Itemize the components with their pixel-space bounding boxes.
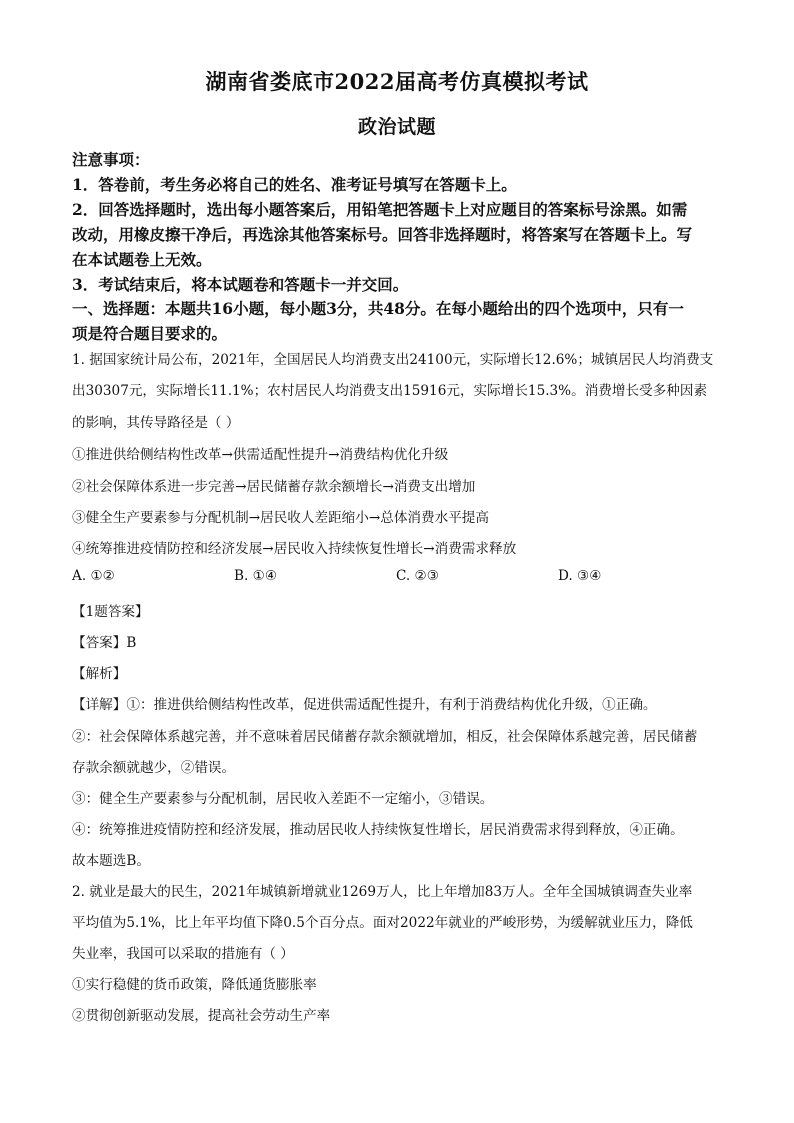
notice-item: 3．考试结束后，将本试题卷和答题卡一并交回。	[72, 275, 409, 294]
q1-stem: 出30307元，实际增长11.1%；农村居民人均消费支出15916元，实际增长15.3%。消费增长受多种因素	[72, 383, 708, 399]
notice-heading: 注意事项：	[72, 150, 150, 169]
q1-answer-heading: 【1题答案】	[72, 604, 149, 620]
exam-subtitle: 政治试题	[357, 116, 436, 138]
q2-item: ②贯彻创新驱动发展，提高社会劳动生产率	[72, 1008, 331, 1024]
q1-option-d: D. ③④	[558, 568, 602, 584]
q1-stem: 1. 据国家统计局公布，2021年，全国居民人均消费支出24100元，实际增长12.6%；城镇居民人均消费支	[72, 352, 714, 368]
q1-analysis-line: 存款余额就越少，②错误。	[72, 760, 236, 776]
section-heading: 一、选择题：本题共16小题，每小题3分，共48分。在每小题给出的四个选项中，只有一	[72, 299, 684, 318]
notice-item: 1．答卷前，考生务必将自己的姓名、准考证号填写在答题卡上。	[72, 175, 517, 194]
notice-item: 2．回答选择题时，选出每小题答案后，用铅笔把答题卡上对应题目的答案标号涂黑。如需	[72, 200, 688, 219]
q1-analysis-line: ②：社会保障体系越完善，并不意味着居民储蓄存款余额就增加，相反，社会保障体系越完善，居民储蓄	[72, 729, 698, 745]
q2-stem: 平均值为5.1%，比上年平均值下降0.5个百分点。面对2022年就业的严峻形势，为缓解就业压力，降低	[72, 915, 693, 931]
notice-item: 改动，用橡皮擦干净后，再选涂其他答案标号。回答非选择题时，将答案写在答题卡上。写	[72, 225, 693, 244]
q1-analysis-line: 【详解】①：推进供给侧结构性改革，促进供需适配性提升，有利于消费结构优化升级，①正确。	[72, 697, 657, 713]
q1-stem: 的影响，其传导路径是（ ）	[72, 415, 240, 431]
q2-item: ①实行稳健的货币政策，降低通货膨胀率	[72, 977, 317, 993]
q1-answer: 【答案】B	[72, 635, 137, 651]
q1-analysis-heading: 【解析】	[72, 666, 127, 682]
q1-option-c: C. ②③	[396, 568, 439, 584]
q1-option-b: B. ①④	[234, 568, 278, 584]
q1-item: ③健全生产要素参与分配机制→居民收人差距缩小→总体消费水平提高	[72, 510, 489, 526]
exam-title: 湖南省娄底市2022届高考仿真模拟考试	[205, 69, 589, 94]
q2-stem: 2. 就业是最大的民生，2021年城镇新增就业1269万人，比上年增加83万人。全年全国城镇调查失业率	[72, 884, 693, 900]
q1-item: ①推进供给侧结构性改革→供需适配性提升→消费结构优化升级	[72, 447, 449, 463]
notice-item: 在本试题卷上无效。	[72, 250, 212, 269]
q1-item: ④统筹推进疫情防控和经济发展→居民收入持续恢复性增长→消费需求释放	[72, 541, 517, 557]
section-heading: 项是符合题目要求的。	[72, 324, 228, 343]
q1-analysis-line: ③：健全生产要素参与分配机制，居民收入差距不一定缩小，③错误。	[72, 791, 494, 807]
q1-option-a: A. ①②	[72, 568, 115, 584]
q1-analysis-line: ④：统筹推进疫情防控和经济发展，推动居民收人持续恢复性增长，居民消费需求得到释放，④正确。	[72, 822, 684, 838]
q1-item: ②社会保障体系进一步完善→居民储蓄存款余额增长→消费支出增加	[72, 479, 476, 495]
q1-analysis-line: 故本题选B。	[72, 853, 150, 869]
q2-stem: 失业率，我国可以采取的措施有（ ）	[72, 946, 294, 962]
